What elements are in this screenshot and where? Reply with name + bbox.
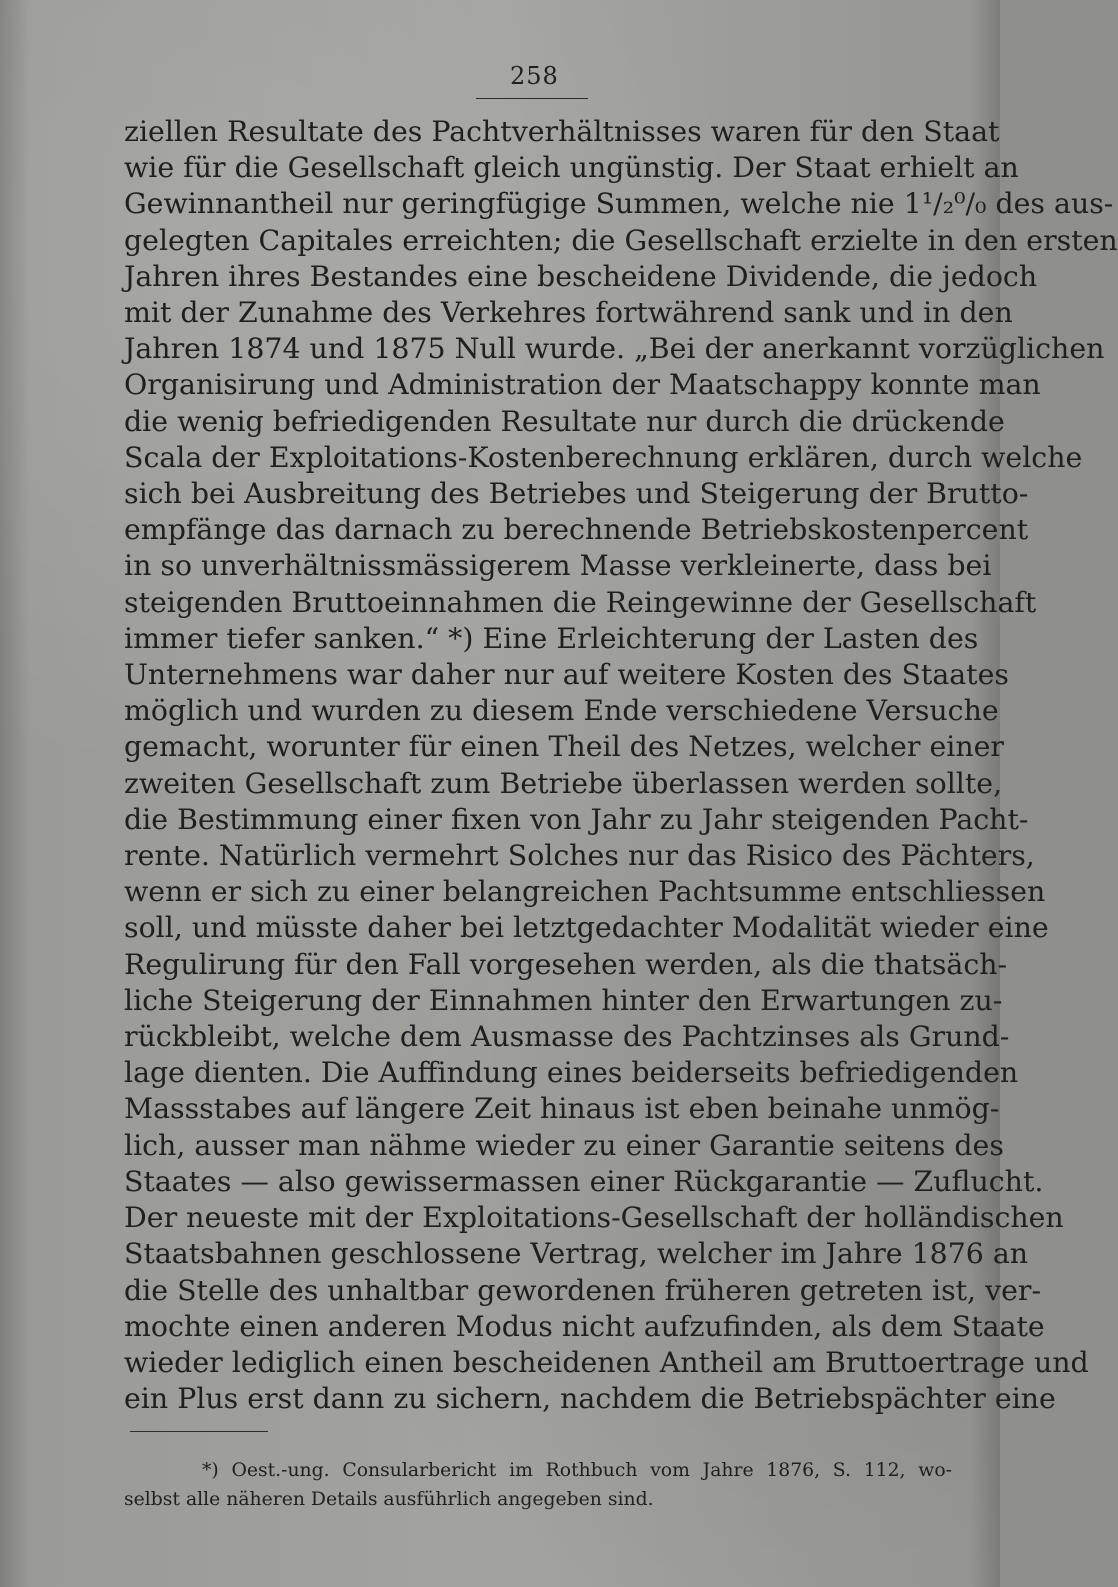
text-line: soll, und müsste daher bei letztgedachter Modalität wieder eine — [124, 911, 1049, 945]
text-line: wenn er sich zu einer belangreichen Pachtsumme entschliessen — [124, 875, 1046, 909]
text-line: rückbleibt, welche dem Ausmasse des Pachtzinses als Grund- — [124, 1020, 1010, 1054]
text-line: möglich und wurden zu diesem Ende verschiedene Versuche — [124, 694, 999, 728]
text-line: mit der Zunahme des Verkehres fortwährend sank und in den — [124, 296, 1013, 330]
text-line: die Stelle des unhaltbar gewordenen früheren getreten ist, ver- — [124, 1273, 1042, 1307]
text-line: lich, ausser man nähme wieder zu einer Garantie seitens des — [124, 1128, 1004, 1162]
text-line: Unternehmens war daher nur auf weitere Kosten des Staates — [124, 658, 1009, 692]
text-line: Scala der Exploitations-Kostenberechnung erklären, durch welche — [124, 440, 1083, 474]
footnote-block — [124, 1456, 952, 1514]
footnote-line: *) Oest.-ung. Consularbericht im Rothbuch vom Jahre 1876, S. 112, wo- — [202, 1460, 952, 1481]
text-line: gemacht, worunter für einen Theil des Netzes, welcher einer — [124, 730, 1004, 764]
text-line: ziellen Resultate des Pachtverhältnisses waren für den Staat — [124, 115, 1000, 148]
footnote-rule — [130, 1431, 268, 1432]
text-line: wie für die Gesellschaft gleich ungünstig. Der Staat erhielt an — [124, 151, 1019, 185]
page-number: 258 — [510, 62, 559, 90]
text-line: Jahren ihres Bestandes eine bescheidene Dividende, die jedoch — [124, 259, 1038, 293]
text-line: mochte einen anderen Modus nicht aufzufinden, als dem Staate — [124, 1309, 1045, 1343]
text-line: Organisirung und Administration der Maatschappy konnte man — [124, 368, 1041, 402]
text-line: Jahren 1874 und 1875 Null wurde. „Bei der anerkannt vorzüglichen — [124, 332, 1105, 366]
main-text-block — [124, 114, 1118, 1417]
text-line: sich bei Ausbreitung des Betriebes und Steigerung der Brutto- — [124, 477, 1029, 511]
text-line: immer tiefer sanken.“ *) Eine Erleichterung der Lasten des — [124, 621, 979, 655]
text-line: in so unverhältnissmässigerem Masse verkleinerte, dass bei — [124, 549, 992, 583]
text-line: steigenden Bruttoeinnahmen die Reingewinne der Gesellschaft — [124, 585, 1037, 619]
text-line: gelegten Capitales erreichten; die Gesellschaft erzielte in den ersten — [124, 223, 1118, 257]
text-line: Der neueste mit der Exploitations-Gesellschaft der holländischen — [124, 1201, 1064, 1235]
text-line: Regulirung für den Fall vorgesehen werden, als die thatsäch- — [124, 947, 1008, 981]
text-line: die wenig befriedigenden Resultate nur durch die drückende — [124, 404, 1005, 438]
text-line: rente. Natürlich vermehrt Solches nur das Risico des Pächters, — [124, 839, 1035, 873]
text-line: zweiten Gesellschaft zum Betriebe überlassen werden sollte, — [124, 766, 1003, 800]
text-line: Gewinnantheil nur geringfügige Summen, welche nie 1¹/₂⁰/₀ des aus- — [124, 187, 1114, 221]
text-line: Massstabes auf längere Zeit hinaus ist eben beinahe unmög- — [124, 1092, 1000, 1126]
text-line: liche Steigerung der Einnahmen hinter den Erwartungen zu- — [124, 983, 1003, 1017]
header-rule — [476, 98, 588, 99]
text-line: Staatsbahnen geschlossene Vertrag, welcher im Jahre 1876 an — [124, 1237, 1029, 1271]
footnote-line: selbst alle näheren Details ausführlich angegeben sind. — [124, 1489, 654, 1510]
text-line: ein Plus erst dann zu sichern, nachdem die Betriebspächter eine — [124, 1382, 1056, 1416]
text-line: die Bestimmung einer fixen von Jahr zu Jahr steigenden Pacht- — [124, 802, 1029, 836]
text-line: empfänge das darnach zu berechnende Betriebskostenpercent — [124, 513, 1029, 547]
text-line: wieder lediglich einen bescheidenen Antheil am Bruttoertrage und — [124, 1345, 1089, 1379]
text-line: lage dienten. Die Auffindung eines beiderseits befriedigenden — [124, 1056, 1019, 1090]
text-line: Staates — also gewissermassen einer Rückgarantie — Zuflucht. — [124, 1164, 1044, 1198]
